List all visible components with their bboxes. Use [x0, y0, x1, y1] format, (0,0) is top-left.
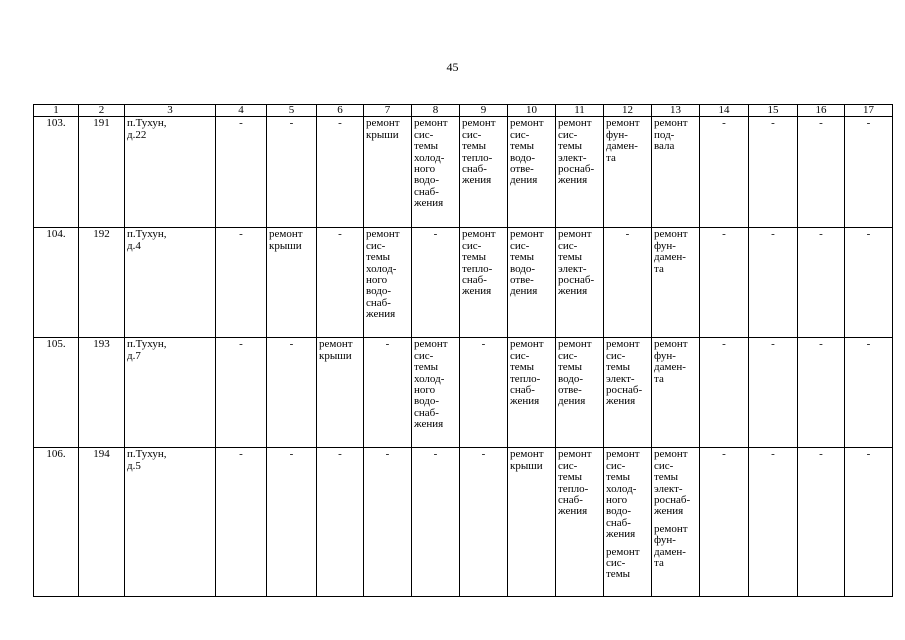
cell-text-line: темы [606, 471, 631, 484]
work-cell [652, 448, 700, 597]
cell-text-line: снаб- [558, 494, 583, 507]
dash-cell: - [749, 448, 798, 597]
cell-text-line: п.Тухун, [127, 338, 167, 351]
work-cell [508, 117, 556, 228]
cell-text-line: крыши [269, 239, 302, 252]
cell-text-line: ремонт [462, 117, 496, 130]
dash-cell: - [798, 448, 845, 597]
cell-text-line: сис- [462, 239, 482, 252]
cell-text-line: водо- [414, 395, 440, 408]
cell-text-line: п.Тухун, [127, 448, 167, 461]
cell-text-line: ремонт [510, 338, 544, 351]
cell-text-line: ремонт [462, 228, 496, 241]
cell-text-line: дения [510, 285, 538, 298]
cell-text-line: п.Тухун, [127, 117, 167, 130]
cell-text-line: роснаб- [558, 163, 595, 176]
work-cell [412, 117, 460, 228]
row-number-cell: 103. [34, 117, 79, 228]
column-header: 7 [364, 105, 412, 117]
cell-text-line: темы [366, 251, 391, 264]
cell-text-line: ремонт [510, 448, 544, 461]
address-cell [125, 117, 216, 228]
cell-text-line: фун- [606, 128, 628, 141]
cell-text-line: ремонт [606, 117, 640, 130]
cell-text-line: жения [414, 197, 444, 210]
cell-text-line: темы [510, 140, 535, 153]
dash-cell: - [700, 338, 749, 448]
column-header: 17 [845, 105, 893, 117]
header-row [34, 105, 893, 117]
work-cell [652, 117, 700, 228]
cell-text-line: ремонт [510, 117, 544, 130]
cell-text-line: ремонт [366, 228, 400, 241]
dash-cell: - [845, 448, 893, 597]
cell-text-line: д.5 [127, 459, 141, 472]
cell-text-line: ремонт [366, 117, 400, 130]
cell-text-line: тепло- [558, 482, 589, 495]
dash-cell: - [798, 117, 845, 228]
cell-text-line: водо- [558, 372, 584, 385]
page-number: 45 [446, 60, 459, 74]
cell-text-line: роснаб- [654, 494, 691, 507]
cell-text-line: под- [654, 128, 675, 141]
work-cell [364, 228, 412, 338]
dash-cell: - [700, 448, 749, 597]
work-cell [508, 338, 556, 448]
cell-text-line: темы [414, 140, 439, 153]
cell-text-line: сис- [558, 128, 578, 141]
cell-text-line: д.22 [127, 128, 147, 141]
cell-text-line: ремонт [606, 338, 640, 351]
cell-text-line: ного [366, 274, 388, 287]
column-header: 3 [125, 105, 216, 117]
dash-cell: - [364, 338, 412, 448]
cell-text-line: жения [558, 505, 588, 518]
cell-text-line: ремонт [654, 448, 688, 461]
cell-text-line: темы [558, 471, 583, 484]
table-row [34, 117, 893, 228]
dash-cell: - [845, 338, 893, 448]
dash-cell: - [460, 448, 508, 597]
cell-text-line: жения [366, 308, 396, 321]
cell-text-line: ремонт [654, 338, 688, 351]
row-number-cell: 105. [34, 338, 79, 448]
dash-cell: - [317, 117, 364, 228]
cell-text-line: снаб- [366, 296, 391, 309]
dash-cell: - [700, 228, 749, 338]
dash-cell: - [604, 228, 652, 338]
cell-text-line: сис- [366, 239, 386, 252]
work-cell [556, 228, 604, 338]
work-cell [604, 338, 652, 448]
column-header: 10 [508, 105, 556, 117]
dash-cell: - [845, 117, 893, 228]
cell-text-line: роснаб- [606, 384, 643, 397]
work-cell [460, 117, 508, 228]
column-header: 13 [652, 105, 700, 117]
cell-text-line: ного [414, 384, 436, 397]
cell-text-line: тепло- [462, 151, 493, 164]
column-header: 12 [604, 105, 652, 117]
cell-text-line: дамен- [654, 361, 686, 374]
dash-cell: - [798, 338, 845, 448]
row-number-cell: 104. [34, 228, 79, 338]
cell-text-line: ремонт [510, 228, 544, 241]
cell-text-line: дамен- [606, 140, 638, 153]
cell-text-line: жения [558, 174, 588, 187]
cell-text-line: та [606, 151, 616, 164]
cell-text-line: жения [606, 395, 636, 408]
cell-text-line: жения [606, 528, 636, 541]
cell-text-line: ремонт [319, 338, 353, 351]
cell-text-line: сис- [510, 128, 530, 141]
cell-text-line: фун- [654, 534, 676, 547]
cell-text-line: сис- [462, 128, 482, 141]
work-cell [364, 117, 412, 228]
cell-text-line: дения [558, 395, 586, 408]
cell-text-line: отве- [510, 274, 534, 287]
cell-text-line: темы [558, 251, 583, 264]
cell-text-line: ного [606, 494, 628, 507]
address-cell [125, 228, 216, 338]
cell-text-line: жения [414, 418, 444, 431]
cell-text-line: дамен- [654, 545, 686, 558]
column-header: 1 [34, 105, 79, 117]
column-header: 4 [216, 105, 267, 117]
cell-text-line: ремонт [558, 117, 592, 130]
work-cell [604, 117, 652, 228]
cell-text-line: ремонт [654, 228, 688, 241]
cell-text-line: жения [462, 174, 492, 187]
cell-text-line: сис- [510, 349, 530, 362]
cell-text-line: ремонт [558, 338, 592, 351]
column-header: 11 [556, 105, 604, 117]
cell-text-line: сис- [414, 128, 434, 141]
cell-text-line: снаб- [414, 185, 439, 198]
cell-text-line: сис- [414, 349, 434, 362]
cell-text-line: ремонт [558, 228, 592, 241]
column-header: 14 [700, 105, 749, 117]
cell-text-line: п.Тухун, [127, 228, 167, 241]
work-cell [317, 338, 364, 448]
cell-text-line: фун- [654, 349, 676, 362]
cell-text-line: жения [462, 285, 492, 298]
cell-text-line: водо- [414, 174, 440, 187]
cell-text-line: сис- [510, 239, 530, 252]
column-header: 15 [749, 105, 798, 117]
building-id-cell: 193 [79, 338, 125, 448]
dash-cell: - [845, 228, 893, 338]
cell-text-line: ремонт [558, 448, 592, 461]
dash-cell: - [216, 338, 267, 448]
work-cell [556, 117, 604, 228]
dash-cell: - [412, 448, 460, 597]
work-cell [604, 448, 652, 597]
dash-cell: - [749, 228, 798, 338]
cell-text-line: д.4 [127, 239, 141, 252]
cell-text-line: темы [606, 568, 631, 581]
dash-cell: - [700, 117, 749, 228]
cell-text-line: темы [414, 361, 439, 374]
cell-text-line: роснаб- [558, 274, 595, 287]
cell-text-line: крыши [319, 349, 352, 362]
cell-text-line: холод- [414, 151, 445, 164]
cell-text-line: элект- [606, 372, 635, 385]
cell-text-line: сис- [558, 459, 578, 472]
cell-text-line: элект- [654, 482, 683, 495]
cell-text-line: фун- [654, 239, 676, 252]
cell-text-line: темы [462, 140, 487, 153]
cell-text-line: снаб- [462, 163, 487, 176]
column-header: 2 [79, 105, 125, 117]
cell-text-line: ремонт [654, 117, 688, 130]
cell-text-line: ремонт [654, 522, 688, 535]
cell-text-line: та [654, 557, 664, 570]
dash-cell: - [216, 117, 267, 228]
cell-text-line: тепло- [510, 372, 541, 385]
cell-text-line: снаб- [414, 406, 439, 419]
cell-text-line: отве- [558, 384, 582, 397]
work-cell [652, 228, 700, 338]
cell-text-line: ремонт [414, 338, 448, 351]
cell-text-line: та [654, 372, 664, 385]
cell-text-line: сис- [606, 557, 626, 570]
cell-text-line: водо- [510, 151, 536, 164]
cell-text-line: жения [654, 505, 684, 518]
cell-text-line: сис- [558, 239, 578, 252]
cell-text-line: сис- [606, 349, 626, 362]
building-id-cell: 192 [79, 228, 125, 338]
dash-cell: - [412, 228, 460, 338]
cell-text-line: темы [510, 361, 535, 374]
cell-text-line: жения [510, 395, 540, 408]
column-header: 9 [460, 105, 508, 117]
cell-text-line: сис- [654, 459, 674, 472]
cell-text-line: темы [462, 251, 487, 264]
cell-text-line: ремонт [606, 545, 640, 558]
dash-cell: - [216, 448, 267, 597]
dash-cell: - [798, 228, 845, 338]
cell-text-line: снаб- [462, 274, 487, 287]
work-cell [508, 448, 556, 597]
dash-cell: - [364, 448, 412, 597]
cell-text-line: темы [558, 140, 583, 153]
dash-cell: - [216, 228, 267, 338]
cell-text-line: элект- [558, 262, 587, 275]
cell-text-line: элект- [558, 151, 587, 164]
cell-text-line: холод- [606, 482, 637, 495]
cell-text-line: снаб- [606, 516, 631, 529]
building-id-cell: 194 [79, 448, 125, 597]
cell-text-line: вала [654, 140, 675, 153]
cell-text-line: темы [654, 471, 679, 484]
work-cell [556, 448, 604, 597]
work-cell [267, 228, 317, 338]
cell-text-line: крыши [510, 459, 543, 472]
cell-text-line: темы [510, 251, 535, 264]
address-cell [125, 448, 216, 597]
cell-text-line: отве- [510, 163, 534, 176]
building-id-cell: 191 [79, 117, 125, 228]
cell-text-line: крыши [366, 128, 399, 141]
dash-cell: - [267, 338, 317, 448]
cell-text-line: д.7 [127, 349, 141, 362]
cell-text-line: холод- [366, 262, 397, 275]
cell-text-line: холод- [414, 372, 445, 385]
table-row [34, 338, 893, 448]
cell-text-line: водо- [510, 262, 536, 275]
cell-text-line: дения [510, 174, 538, 187]
cell-text-line: жения [558, 285, 588, 298]
cell-text-line: водо- [366, 285, 392, 298]
work-cell [508, 228, 556, 338]
cell-text-line: водо- [606, 505, 632, 518]
dash-cell: - [460, 338, 508, 448]
dash-cell: - [317, 228, 364, 338]
cell-text-line: ного [414, 163, 436, 176]
repair-schedule-table [33, 104, 893, 597]
table-row [34, 448, 893, 597]
work-cell [652, 338, 700, 448]
cell-text-line: снаб- [510, 384, 535, 397]
dash-cell: - [267, 117, 317, 228]
cell-text-line: сис- [606, 459, 626, 472]
column-header: 8 [412, 105, 460, 117]
address-cell [125, 338, 216, 448]
dash-cell: - [749, 117, 798, 228]
cell-text-line: темы [606, 361, 631, 374]
work-cell [556, 338, 604, 448]
column-header: 5 [267, 105, 317, 117]
column-header: 6 [317, 105, 364, 117]
cell-text-line: сис- [558, 349, 578, 362]
row-number-cell: 106. [34, 448, 79, 597]
work-cell [412, 338, 460, 448]
cell-text-line: темы [558, 361, 583, 374]
column-header: 16 [798, 105, 845, 117]
dash-cell: - [267, 448, 317, 597]
cell-text-line: дамен- [654, 251, 686, 264]
dash-cell: - [749, 338, 798, 448]
dash-cell: - [317, 448, 364, 597]
cell-text-line: ремонт [269, 228, 303, 241]
cell-text-line: та [654, 262, 664, 275]
work-cell [460, 228, 508, 338]
cell-text-line: тепло- [462, 262, 493, 275]
cell-text-line: ремонт [414, 117, 448, 130]
cell-text-line: ремонт [606, 448, 640, 461]
table-row [34, 228, 893, 338]
